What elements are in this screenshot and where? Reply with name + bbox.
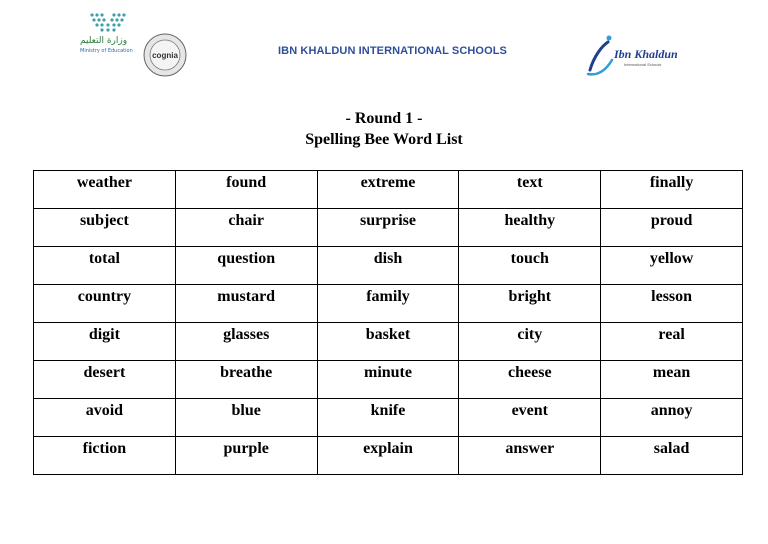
word-cell: basket — [317, 323, 459, 361]
word-cell: total — [34, 247, 176, 285]
page-heading — [0, 108, 768, 150]
word-cell: family — [317, 285, 459, 323]
word-cell: question — [175, 247, 317, 285]
word-cell: event — [459, 399, 601, 437]
table-row — [34, 209, 743, 247]
ibn-khaldun-logo-name: Ibn Khaldun — [614, 47, 678, 61]
cognia-accreditation-seal — [143, 33, 187, 77]
school-name: IBN KHALDUN INTERNATIONAL SCHOOLS — [278, 45, 507, 57]
word-cell: text — [459, 171, 601, 209]
word-cell: salad — [601, 437, 743, 475]
word-cell: dish — [317, 247, 459, 285]
word-cell: healthy — [459, 209, 601, 247]
word-cell: explain — [317, 437, 459, 475]
word-cell: breathe — [175, 361, 317, 399]
word-cell: mean — [601, 361, 743, 399]
word-cell: real — [601, 323, 743, 361]
ministry-dots-icon — [88, 12, 128, 34]
word-cell: mustard — [175, 285, 317, 323]
word-cell: fiction — [34, 437, 176, 475]
page-header — [0, 0, 768, 95]
ibn-khaldun-logo-subtitle: International Schools — [624, 62, 662, 67]
word-cell: digit — [34, 323, 176, 361]
table-row — [34, 285, 743, 323]
word-cell: purple — [175, 437, 317, 475]
cognia-seal-icon — [143, 33, 187, 77]
word-cell: desert — [34, 361, 176, 399]
word-cell: proud — [601, 209, 743, 247]
ministry-arabic-name: وزارة التعليم — [80, 36, 128, 46]
word-cell: extreme — [317, 171, 459, 209]
table-row — [34, 399, 743, 437]
table-row — [34, 323, 743, 361]
word-cell: minute — [317, 361, 459, 399]
word-cell: chair — [175, 209, 317, 247]
word-cell: found — [175, 171, 317, 209]
round-label: - Round 1 - — [345, 110, 423, 127]
word-list-title: Spelling Bee Word List — [305, 131, 463, 148]
word-cell: answer — [459, 437, 601, 475]
word-cell: cheese — [459, 361, 601, 399]
word-cell: lesson — [601, 285, 743, 323]
word-cell: weather — [34, 171, 176, 209]
table-row — [34, 437, 743, 475]
word-cell: touch — [459, 247, 601, 285]
word-cell: subject — [34, 209, 176, 247]
word-cell: glasses — [175, 323, 317, 361]
word-cell: yellow — [601, 247, 743, 285]
table-row — [34, 171, 743, 209]
cognia-wordmark: cognia — [152, 51, 178, 60]
word-cell: avoid — [34, 399, 176, 437]
ministry-of-education-logo — [78, 12, 134, 60]
spelling-word-table — [33, 170, 743, 475]
word-cell: knife — [317, 399, 459, 437]
table-row — [34, 247, 743, 285]
word-cell: country — [34, 285, 176, 323]
word-cell: annoy — [601, 399, 743, 437]
word-cell: surprise — [317, 209, 459, 247]
word-cell: blue — [175, 399, 317, 437]
word-cell: city — [459, 323, 601, 361]
ibn-khaldun-logo — [584, 30, 676, 82]
ministry-english-name: Ministry of Education — [80, 48, 133, 54]
word-cell: finally — [601, 171, 743, 209]
table-row — [34, 361, 743, 399]
word-cell: bright — [459, 285, 601, 323]
